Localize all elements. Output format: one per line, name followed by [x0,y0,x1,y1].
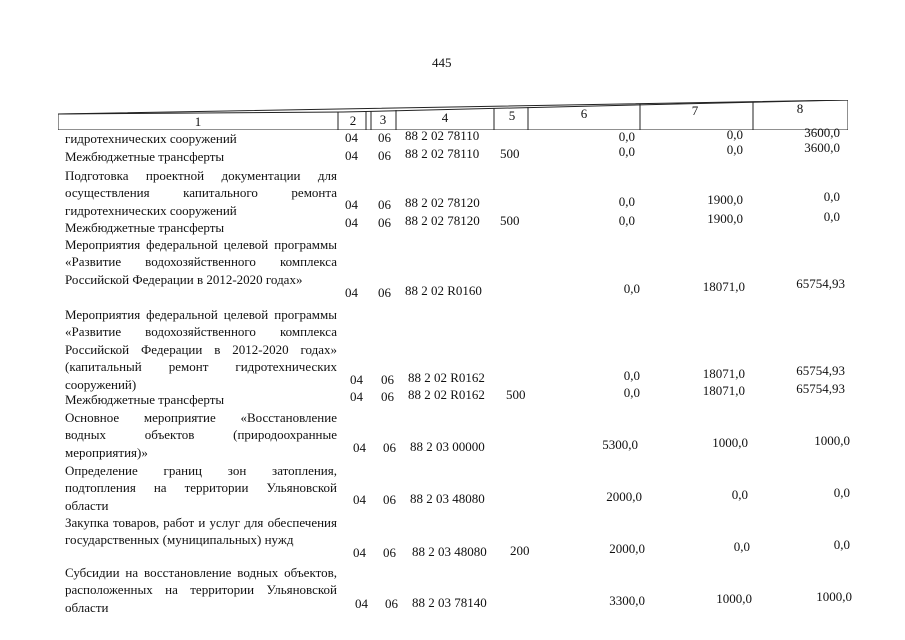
row-name: Закупка товаров, работ и услуг для обеспечения государственных (муниципальных) нужд [65,515,337,548]
header-col-8: 8 [796,101,804,116]
row-pr: 06 [383,440,396,455]
row-name: Субсидии на восстановление водных объектов, расположенных на территории Ульяновской области [65,565,337,615]
row-value-6: 0,0 [618,194,635,209]
row-csr: 88 2 02 R0162 [408,370,485,385]
header-col-1: 1 [194,114,202,129]
row-csr: 88 2 02 78110 [405,128,480,143]
row-value-7: 1000,0 [716,591,752,606]
header-col-2: 2 [349,113,357,128]
row-csr: 88 2 03 00000 [410,439,485,454]
row-rz: 04 [353,545,366,560]
row-csr: 88 2 02 78120 [405,213,480,228]
row-value-7: 0,0 [726,127,743,142]
row-value-8: 65754,93 [796,381,845,396]
row-value-6: 0,0 [623,281,640,296]
row-pr: 06 [383,545,396,560]
row-value-8: 0,0 [833,485,850,500]
row-value-6: 0,0 [618,129,635,144]
header-col-5: 5 [508,108,516,123]
row-name: гидротехнических сооружений [65,131,237,146]
row-pr: 06 [381,372,394,387]
row-pr: 06 [378,197,391,212]
row-value-6: 5300,0 [602,437,638,452]
row-value-7: 0,0 [731,487,748,502]
row-value-7: 1000,0 [712,435,748,450]
header-col-6: 6 [580,106,588,121]
row-value-8: 0,0 [823,189,840,204]
row-rz: 04 [353,492,366,507]
row-pr: 06 [385,596,398,611]
table-header [58,100,848,130]
row-value-6: 0,0 [623,385,640,400]
row-csr: 88 2 02 78120 [405,195,480,210]
row-rz: 04 [345,285,358,300]
row-value-6: 2000,0 [606,489,642,504]
row-value-8: 0,0 [823,209,840,224]
row-rz: 04 [345,197,358,212]
row-name: Мероприятия федеральной целевой программы «Развитие водохозяйственного комплекса Российской Федерации в 2012-2020 годах» (капитальный ремонт гидротехнических сооружений) [65,307,337,392]
row-pr: 06 [378,215,391,230]
row-csr: 88 2 02 78110 [405,146,480,161]
row-pr: 06 [381,389,394,404]
row-value-6: 0,0 [618,213,635,228]
row-name: Межбюджетные трансферты [65,392,225,407]
row-csr: 88 2 03 48080 [412,544,487,559]
row-rz: 04 [355,596,368,611]
row-rz: 04 [350,372,363,387]
row-pr: 06 [378,148,391,163]
row-value-8: 0,0 [833,537,850,552]
row-rz: 04 [345,130,358,145]
row-csr: 88 2 03 78140 [412,595,487,610]
row-csr: 88 2 03 48080 [410,491,485,506]
row-name: Определение границ зон затопления, подтопления на территории Ульяновской области [65,463,337,513]
row-name: Мероприятия федеральной целевой программы «Развитие водохозяйственного комплекса Российской Федерации в 2012-2020 годах» [65,237,337,287]
row-value-8: 65754,93 [796,276,845,291]
row-rz: 04 [345,215,358,230]
row-value-7: 0,0 [733,539,750,554]
row-vr: 200 [510,543,530,558]
row-name: Межбюджетные трансферты [65,220,225,235]
row-name: Подготовка проектной документации для осуществления капитального ремонта гидротехнических сооружений [65,168,337,218]
row-csr: 88 2 02 R0162 [408,387,485,402]
row-name: Основное мероприятие «Восстановление водных объектов (природоохранные мероприятия)» [65,410,337,460]
row-value-6: 3300,0 [609,593,645,608]
row-value-7: 1900,0 [707,211,743,226]
row-value-7: 1900,0 [707,192,743,207]
row-value-7: 18071,0 [702,366,745,381]
row-vr: 500 [500,213,520,228]
row-value-6: 2000,0 [609,541,645,556]
row-value-7: 18071,0 [702,383,745,398]
row-value-6: 0,0 [623,368,640,383]
row-vr: 500 [500,146,520,161]
row-pr: 06 [383,492,396,507]
row-rz: 04 [350,389,363,404]
row-value-8: 1000,0 [816,589,852,604]
row-value-7: 0,0 [726,142,743,157]
row-rz: 04 [345,148,358,163]
row-value-7: 18071,0 [702,279,745,294]
row-pr: 06 [378,285,391,300]
row-value-8: 1000,0 [814,433,850,448]
row-rz: 04 [353,440,366,455]
row-value-8: 3600,0 [804,140,840,155]
row-value-8: 3600,0 [804,125,840,140]
row-value-6: 0,0 [618,144,635,159]
header-col-3: 3 [379,112,387,127]
page-number: 445 [432,55,452,70]
row-pr: 06 [378,130,391,145]
header-col-7: 7 [691,103,699,118]
row-csr: 88 2 02 R0160 [405,283,482,298]
row-value-8: 65754,93 [796,363,845,378]
row-name: Межбюджетные трансферты [65,149,225,164]
row-vr: 500 [506,387,526,402]
header-col-4: 4 [441,110,449,125]
